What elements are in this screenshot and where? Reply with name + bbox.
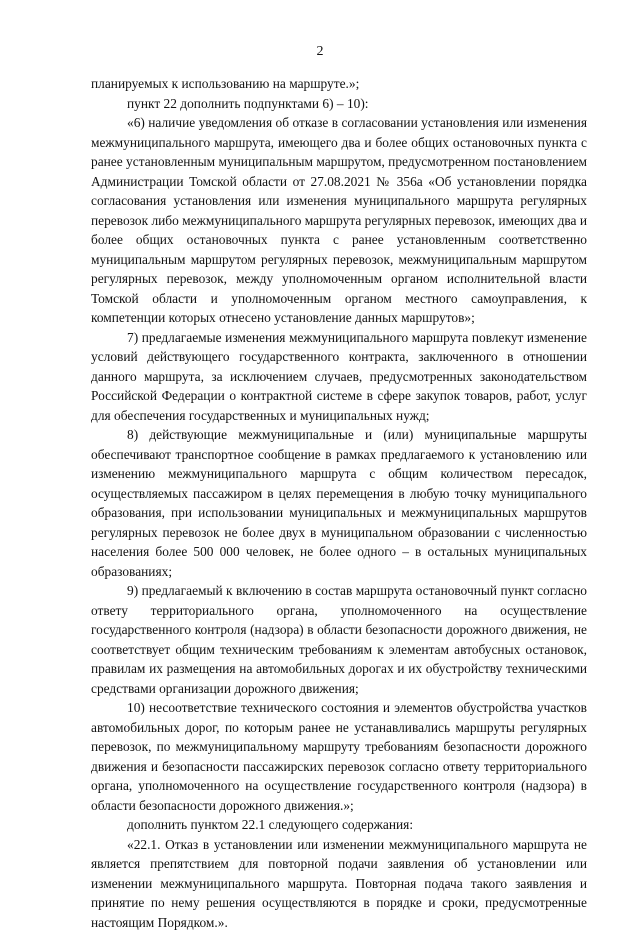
page-number: 2 <box>0 44 640 60</box>
paragraph-item-22-1: «22.1. Отказ в установлении или изменении межмуниципального маршрута не является препятствием для повторной подачи заявления об установлении или изменении межмуниципального маршрута. Повторная подача такого заявления и принятие по нему решения осуществляются в порядке и сроки, предусмотренные настоящим Порядком.». <box>91 835 587 932</box>
paragraph-continuation: планируемых к использованию на маршруте.»; <box>91 74 587 94</box>
paragraph-subitem-7: 7) предлагаемые изменения межмуниципального маршрута повлекут изменение условий действующего государственного контракта, заключенного в отношении данного маршрута, за исключением случаев, предусмотренных законодательством Российской Федерации о контрактной системе в сфере закупок товаров, работ, услуг для обеспечения государственных и муниципальных нужд; <box>91 328 587 426</box>
paragraph-item-22-1-intro: дополнить пунктом 22.1 следующего содержания: <box>91 815 587 835</box>
paragraph-subitem-6: «6) наличие уведомления об отказе в согласовании установления или изменения межмуниципального маршрута, имеющего два и более общих остановочных пункта с ранее установленным муниципальным маршрутом, предусмотренном постановлением Администрации Томской области от 27.08.2021 № 356а «Об установлении порядка согласования установления или изменения муниципального маршрута регулярных перевозок либо межмуниципального маршрута регулярных перевозок, имеющих два и более общих остановочных пункта с ранее установленным соответственно муниципальным маршрутом регулярных перевозок, межмуниципальным маршрутом регулярных перевозок, между уполномоченным органом исполнительной власти Томской области и уполномоченным органом местного самоуправления, к компетенции которых отнесено установление данных маршрутов»; <box>91 113 587 328</box>
paragraph-subitem-9: 9) предлагаемый к включению в состав маршрута остановочный пункт согласно ответу территориального органа, уполномоченного на осуществление государственного контроля (надзора) в области безопасности дорожного движения, не соответствует общим техническим требованиям к элементам автобусных остановок, правилам их размещения на автомобильных дорогах и их обустройству техническими средствами организации дорожного движения; <box>91 581 587 698</box>
paragraph-subitem-10: 10) несоответствие технического состояния и элементов обустройства участков автомобильных дорог, по которым ранее не устанавливались маршруты регулярных перевозок, по межмуниципальному маршруту требованиям безопасности дорожного движения и безопасности пассажирских перевозок согласно ответу территориального органа, уполномоченного на осуществление государственного контроля (надзора) в области безопасности дорожного движения.»; <box>91 698 587 815</box>
paragraph-subitem-8: 8) действующие межмуниципальные и (или) муниципальные маршруты обеспечивают транспортное сообщение в рамках предлагаемого к установлению или изменению межмуниципального маршрута с общим количеством пересадок, осуществляемых пассажиром в целях перемещения в любую точку муниципального образования, при использовании муниципальных и межмуниципальных маршрутов регулярных перевозок не более двух в муниципальном образовании с численностью населения более 500 000 человек, не более одного – в остальных муниципальных образованиях; <box>91 425 587 581</box>
paragraph-item-22-intro: пункт 22 дополнить подпунктами 6) – 10): <box>91 94 587 114</box>
document-body <box>91 74 587 932</box>
